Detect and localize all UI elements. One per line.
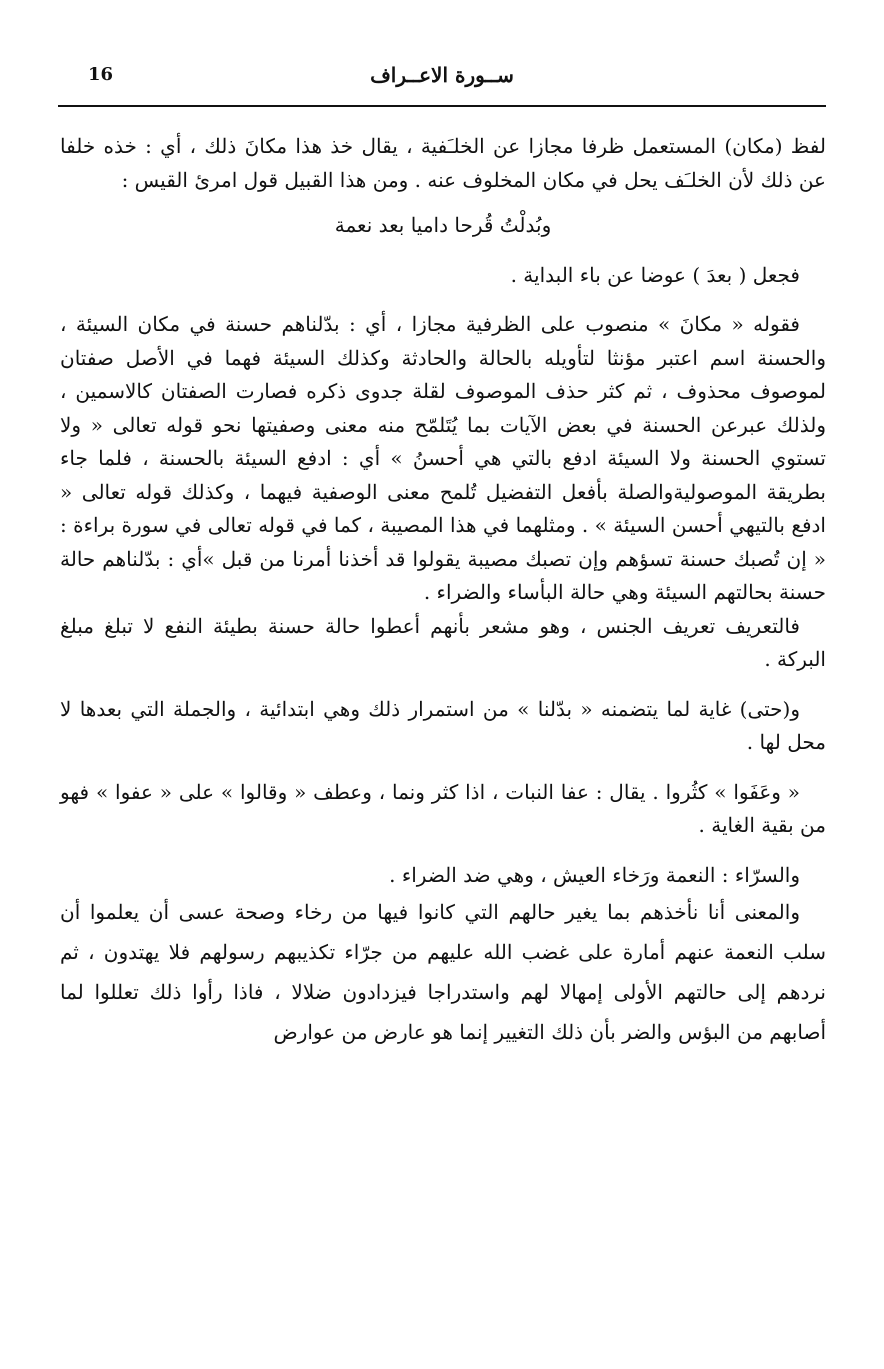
- body-text: [60, 130, 826, 1349]
- paragraph: لفظ (مكان) المستعمل ظرفا مجازا عن الخلـَفية ، يقال خذ هذا مكانَ ذلك ، أي : خذه خلفا عن ذلك لأن الخلـَف يحل في مكان المخلوف عنه . ومن هذا القبيل قول امرئ القيس :: [60, 134, 826, 192]
- paragraph: والسرّاء : النعمة ورَخاء العيش ، وهي ضد الضراء .: [389, 862, 800, 887]
- header-divider: [58, 105, 826, 107]
- chapter-title: ســورة الاعــراف: [370, 63, 514, 87]
- poetry-verse: وبُدلْتُ قُرحا داميا بعد نعمة: [334, 213, 552, 237]
- paragraph: فالتعريف تعريف الجنس ، وهو مشعر بأنهم أعطوا حالة حسنة بطيئة النفع لا تبلغ مبلغ البركة .: [60, 613, 826, 671]
- paragraph: والمعنى أنا نأخذهم بما يغير حالهم التي كانوا فيها من رخاء وصحة عسى أن يعلموا أن سلب النعمة عنهم أمارة على غضب الله عليهم من جرّاء تكذيبهم رسولهم فلا يهتدون ، ثم نردهم إلى حالتهم الأولى إمهالا لهم واستدراجا فيزدادون ضلالا ، فاذا رأوا ذلك تعللوا لما أصابهم من البؤس والضر بأن ذلك التغيير إنما هو عارض من عوارض: [60, 900, 826, 1044]
- paragraph: « وعَفَوا » كثُروا . يقال : عفا النبات ، اذا كثر ونما ، وعطف « وقالوا » على « عفوا » فهو من بقية الغاية .: [60, 779, 826, 837]
- page-number: 16: [88, 64, 114, 85]
- running-header: [58, 56, 826, 106]
- paragraph: و(حتى) غاية لما يتضمنه « بدّلنا » من استمرار ذلك وهي ابتدائية ، والجملة التي بعدها لا محل لها .: [60, 696, 826, 754]
- paragraph: فجعل ( بعدَ ) عوضا عن باء البداية .: [510, 262, 800, 287]
- paragraph: فقوله « مكانَ » منصوب على الظرفية مجازا ، أي : بدّلناهم حسنة في مكان السيئة ، والحسنة اسم اعتبر مؤنثا لتأويله بالحالة والحادثة وكذلك السيئة فهما في الأصل صفتان لموصوف محذوف ، ثم كثر حذف الموصوف لقلة جدوى ذكره فصارت الصفتان كالاسمين ، ولذلك عبرعن الحسنة في بعض الآيات بما يُتَلمّح منه معنى وصفيتها نحو قوله تعالى « ولا تستوي الحسنة ولا السيئة ادفع بالتي هي أحسنُ » أي : ادفع السيئة بالحسنة ، فلما جاء بطريقة الموصوليةوالصلة بأفعل التفضيل تُلمح معنى الوصفية فيهما ، وكذلك قوله تعالى « ادفع بالتيهي أحسن السيئة » . ومثلهما في هذا المصيبة ، كما في قوله تعالى في سورة براءة : « إن تُصبك حسنة تسؤهم وإن تصبك مصيبة يقولوا قد أخذنا أمرنا من قبل »أي : بدّلناهم حالة حسنة بحالتهم السيئة وهي حالة البأساء والضراء .: [60, 312, 826, 604]
